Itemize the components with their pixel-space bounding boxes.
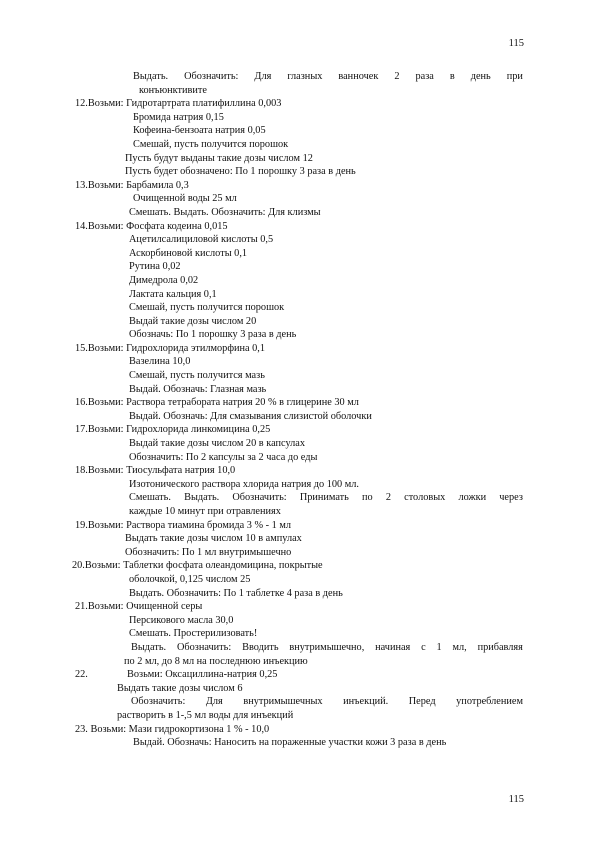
text-line-content: Смешай, пусть получится порошок (129, 302, 285, 314)
word: Обозначить: (176, 641, 232, 653)
text-line (0, 165, 594, 179)
text-line-content: 19.Возьми: Раствора тиамина бромида 3 % - 1 мл (75, 519, 291, 531)
text-line (0, 247, 594, 261)
text-line (0, 627, 594, 641)
text-line-content: 23. Возьми: Мази гидрокортизона 1 % - 10,0 (75, 723, 270, 735)
text-line (0, 111, 594, 125)
text-line (0, 668, 594, 682)
text-line-content: Смешать. Простерилизовать! (129, 628, 258, 640)
text-line-content: Выдать. Обозначить: По 1 таблетке 4 раза в день (129, 587, 343, 599)
text-line (0, 682, 594, 696)
text-line (0, 383, 594, 397)
text-line (0, 614, 594, 628)
text-line (0, 695, 594, 709)
text-line (0, 396, 594, 410)
word: Для (205, 696, 223, 708)
text-line-content: 12.Возьми: Гидротартрата платифиллина 0,003 (75, 98, 282, 110)
text-line (0, 328, 594, 342)
word: внутримышечных (243, 696, 323, 708)
word: Обозначить: (131, 696, 186, 708)
text-line (0, 505, 594, 519)
text-line-content: Персикового масла 30,0 (129, 614, 234, 626)
text-line (0, 709, 594, 723)
text-line (0, 736, 594, 750)
text-line-content: 13.Возьми: Барбамила 0,3 (75, 179, 189, 191)
text-line-content: 14.Возьми: Фосфата кодеина 0,015 (75, 220, 228, 232)
word: мл, (452, 641, 467, 653)
text-line (0, 410, 594, 424)
text-line-content: Пусть будет обозначено: По 1 порошку 3 раза в день (125, 166, 356, 178)
text-line (0, 342, 594, 356)
text-line (0, 192, 594, 206)
text-line-justified (131, 695, 523, 709)
word: Выдать. (184, 492, 220, 504)
text-line-content: Пусть будут выданы такие дозы числом 12 (125, 152, 313, 164)
text-line-content: Обозначить: По 2 капсулы за 2 часа до еды (129, 451, 318, 463)
text-line (0, 138, 594, 152)
text-line (0, 220, 594, 234)
text-line (0, 519, 594, 533)
word: Принимать (299, 492, 349, 504)
text-line-justified (133, 70, 523, 84)
word: глазных (287, 71, 323, 82)
word: Выдать. (131, 641, 167, 653)
text-line-content: Аскорбиновой кислоты 0,1 (129, 247, 248, 259)
word: прибавляя (477, 641, 523, 653)
text-line-content: растворить в 1-,5 мл воды для инъекций (117, 709, 294, 721)
text-line-justified (129, 491, 523, 505)
text-line-content: 22. (75, 669, 88, 681)
text-line (0, 288, 594, 302)
text-line-justified (131, 641, 523, 655)
text-line (0, 369, 594, 383)
text-line-content: оболочкой, 0,125 числом 25 (129, 573, 251, 585)
text-line (0, 641, 594, 655)
text-line (0, 301, 594, 315)
text-line (0, 124, 594, 138)
word: при (506, 71, 523, 82)
text-line-content: Смешай, пусть получится порошок (133, 138, 289, 150)
word: Вводить (242, 641, 279, 653)
text-line (0, 206, 594, 220)
word: начиная (375, 641, 411, 653)
text-line (0, 655, 594, 669)
text-line (0, 587, 594, 601)
text-line (0, 437, 594, 451)
text-line-content: Рутина 0,02 (129, 261, 181, 273)
text-line-content: Выдай. Обозначь: Наносить на пораженные участки кожи 3 раза в день (133, 737, 447, 749)
word: в (449, 71, 455, 82)
text-line (0, 600, 594, 614)
text-line-content: 15.Возьми: Гидрохлорида этилморфина 0,1 (75, 342, 266, 354)
text-line-content: Кофеина-бензоата натрия 0,05 (133, 125, 266, 137)
text-line (0, 559, 594, 573)
text-line-content: Вазелина 10,0 (129, 356, 191, 368)
word: раза (415, 71, 434, 82)
word: день (470, 71, 491, 82)
text-line (0, 546, 594, 560)
page-number-top: 115 (508, 38, 524, 49)
text-line (0, 315, 594, 329)
text-line-content: Смешать. Выдать. Обозначить: Для клизмы (129, 206, 321, 218)
text-line (0, 84, 594, 98)
word: Перед (408, 696, 436, 708)
text-line (0, 97, 594, 111)
text-line-content: Возьми: Оксациллина-натрия 0,25 (127, 669, 278, 681)
text-line-content: Выдай. Обозначь: Для смазывания слизистой оболочки (129, 410, 372, 422)
page-number-bottom: 115 (508, 794, 524, 805)
text-line-content: Смешай, пусть получится мазь (129, 370, 265, 382)
word: инъекций. (343, 696, 389, 708)
text-line-content: Выдать такие дозы числом 10 в ампулах (125, 533, 302, 545)
word: внутримышечно, (289, 641, 365, 653)
text-line-content: Лактата кальция 0,1 (129, 288, 217, 300)
text-line-content: Обозначь: По 1 порошку 3 раза в день (129, 329, 297, 341)
word: Обозначить: (184, 71, 239, 82)
text-line-content: 16.Возьми: Раствора тетрабората натрия 20 % в глицерине 30 мл (75, 397, 359, 409)
text-line (0, 179, 594, 193)
text-line-content: 18.Возьми: Тиосульфата натрия 10,0 (75, 465, 236, 477)
text-line (0, 355, 594, 369)
word: ванночек (338, 71, 379, 82)
text-line-content: Изотонического раствора хлорида натрия до 100 мл. (129, 478, 360, 490)
word: употреблением (456, 696, 523, 708)
text-line (0, 723, 594, 737)
text-line (0, 233, 594, 247)
text-line-content: 21.Возьми: Очищенной серы (75, 601, 203, 613)
word: столовых (404, 492, 446, 504)
text-line (0, 532, 594, 546)
word: Выдать. (133, 71, 169, 82)
word: через (499, 492, 523, 504)
text-line-content: конъюнктивите (139, 84, 207, 96)
word: ложки (458, 492, 487, 504)
text-line (0, 491, 594, 505)
text-line (0, 260, 594, 274)
word: по (362, 492, 373, 504)
word: с (421, 641, 426, 653)
text-line (0, 274, 594, 288)
prescription-text (0, 70, 594, 750)
text-line-content: Выдай такие дозы числом 20 (129, 315, 257, 327)
text-line (0, 152, 594, 166)
text-line (0, 464, 594, 478)
word: 1 (436, 641, 442, 653)
word: 2 (394, 71, 400, 82)
word: 2 (385, 492, 391, 504)
text-line-content: Димедрола 0,02 (129, 274, 199, 286)
text-line-content: Бромида натрия 0,15 (133, 111, 224, 123)
word: Смешать. (129, 492, 171, 504)
text-line-content: Ацетилсалициловой кислоты 0,5 (129, 234, 274, 246)
text-line-content: Выдай. Обозначь: Глазная мазь (129, 383, 267, 395)
text-line-content: Выдать такие дозы числом 6 (117, 682, 243, 694)
text-line-content: Выдай такие дозы числом 20 в капсулах (129, 438, 306, 450)
text-line-content: 20.Возьми: Таблетки фосфата олеандомицина, покрытые (72, 560, 323, 572)
word: Обозначить: (232, 492, 287, 504)
text-line-content: по 2 мл, до 8 мл на последнюю инъекцию (124, 655, 308, 667)
text-line (0, 573, 594, 587)
text-line (0, 70, 594, 84)
text-line-content: Обозначить: По 1 мл внутримышечно (125, 546, 292, 558)
text-line (0, 451, 594, 465)
text-line (0, 478, 594, 492)
text-line-content: каждые 10 минут при отравлениях (129, 506, 281, 517)
text-line-content: 17.Возьми: Гидрохлорида линкомицина 0,25 (75, 424, 271, 436)
word: Для (254, 71, 272, 82)
text-line (0, 423, 594, 437)
text-line-content: Очищенной воды 25 мл (133, 193, 237, 205)
